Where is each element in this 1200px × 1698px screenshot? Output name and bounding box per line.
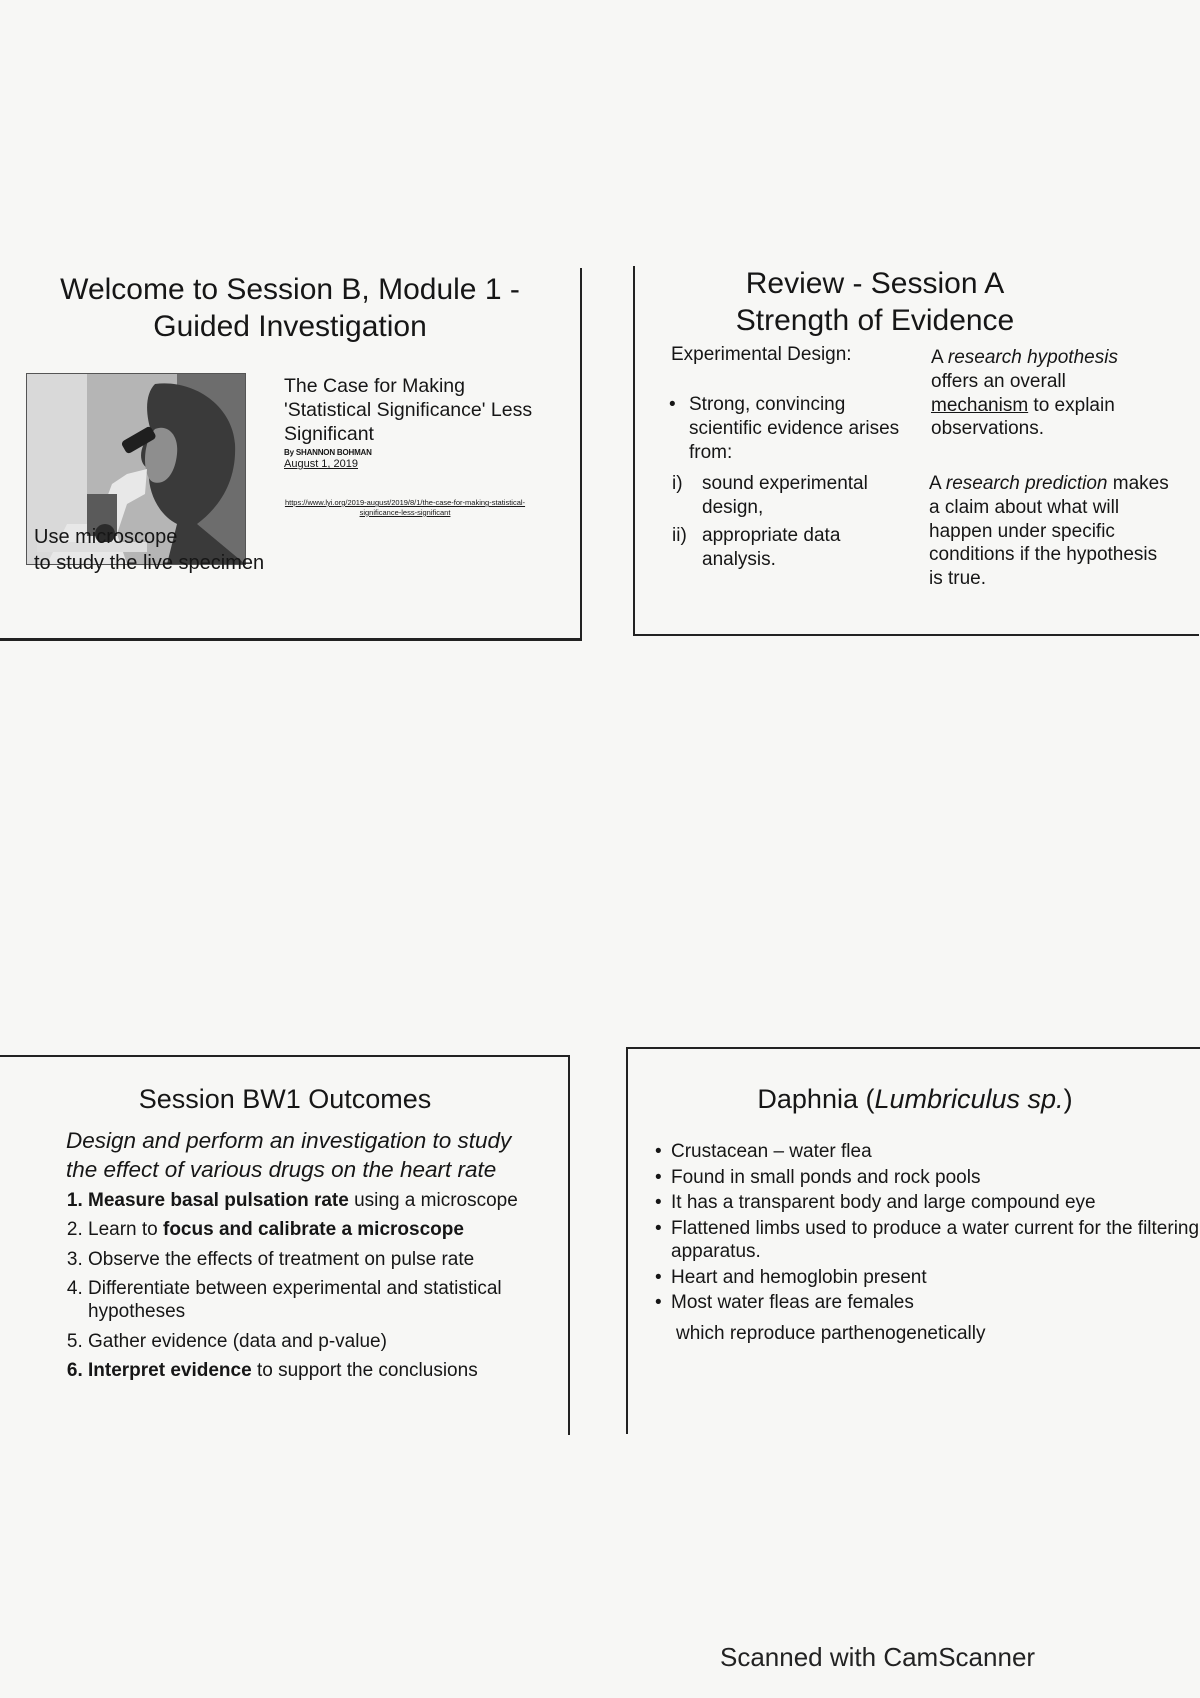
bold-text: Interpret evidence [88, 1360, 252, 1382]
text-suffix: to explain observations. [931, 394, 1115, 440]
text: Gather evidence (data and p-value) [88, 1330, 387, 1352]
text: Learn to [88, 1219, 163, 1241]
list-item: • It has a transparent body and large compound eye [671, 1191, 1200, 1215]
text-prefix: A [931, 347, 948, 368]
slide-title [628, 1083, 1200, 1116]
text: Differentiate between experimental and statistical hypotheses [88, 1278, 502, 1323]
title-text: ) [1063, 1084, 1073, 1114]
item-text: sound experimental design, [702, 473, 868, 518]
slide-title [725, 266, 1025, 339]
hypothesis-definition [931, 346, 1161, 441]
list-continuation: which reproduce parthenogenetically [676, 1323, 986, 1344]
bullet-icon: • [669, 394, 676, 415]
item-i [672, 472, 902, 520]
title-line-1: Welcome to Session B, Module 1 - [60, 273, 520, 306]
session-goal: Design and perform an investigation to study the effect of various drugs on the heart rate [66, 1128, 512, 1183]
list-item [88, 1218, 578, 1241]
slide-title [40, 272, 540, 345]
item-text: appropriate data analysis. [702, 525, 841, 570]
image-caption: Use microscope [34, 526, 178, 548]
species-name: Lumbriculus sp. [874, 1084, 1064, 1114]
daphnia-facts [653, 1140, 1200, 1317]
text-prefix: A [929, 473, 946, 494]
list-item: • Found in small ponds and rock pools [671, 1166, 1200, 1190]
list-item: • Heart and hemoglobin present [671, 1266, 1200, 1290]
slide-outcomes [0, 1055, 570, 1435]
design-label: Experimental Design: [671, 344, 852, 365]
list-item [88, 1277, 578, 1324]
article-date: August 1, 2019 [284, 458, 359, 471]
text-suffix: makes a claim about what will happen under specific conditions if the hypothesis is true. [929, 473, 1169, 589]
list-item: • Most water fleas are females [671, 1291, 1200, 1315]
mechanism-term: mechanism [931, 394, 1029, 416]
title-text: Daphnia ( [757, 1084, 875, 1114]
slide-welcome [0, 268, 582, 641]
list-item [88, 1359, 578, 1382]
bold-text: focus and calibrate a microscope [163, 1219, 464, 1241]
slide-title: Session BW1 Outcomes [138, 1084, 432, 1114]
text: to support the conclusions [251, 1360, 478, 1382]
bold-text: Measure basal pulsation rate [88, 1190, 349, 1211]
list-item [88, 1189, 578, 1212]
slide-daphnia [626, 1047, 1200, 1434]
evidence-bullet [669, 393, 911, 464]
item-ii [672, 524, 902, 572]
text: Observe the effects of treatment on pulse rate [88, 1248, 475, 1270]
list-item [88, 1330, 578, 1353]
article-title: The Case for Making 'Statistical Significance' Less Significant [284, 375, 533, 445]
scanner-watermark: Scanned with CamScanner [720, 1642, 1036, 1672]
outcomes-list [56, 1189, 578, 1389]
title-line-2: Strength of Evidence [735, 303, 1015, 337]
hypothesis-term: research hypothesis [947, 347, 1118, 368]
image-caption-2: to study the live specimen [34, 552, 265, 574]
list-item: • Crustacean – water flea [671, 1140, 1200, 1164]
text-middle: offers an overall [931, 370, 1066, 392]
article-byline: By SHANNON BOHMAN [284, 448, 372, 458]
item-marker: ii) [672, 525, 687, 546]
prediction-definition [929, 472, 1169, 591]
list-item: • Flattened limbs used to produce a water current for the filtering apparatus. [671, 1217, 1200, 1264]
slide-review [633, 266, 1199, 636]
list-item [88, 1248, 578, 1271]
article-link[interactable]: https://www.lyi.org/2019-august/2019/8/1/the-case-for-making-statistical-significance-less-significant [284, 498, 526, 517]
title-line-1: Review - Session A [745, 267, 1005, 300]
text: using a microscope [348, 1190, 518, 1211]
item-marker: i) [672, 473, 683, 494]
title-line-2: Guided Investigation [153, 309, 427, 343]
prediction-term: research prediction [945, 473, 1108, 494]
bullet-text: Strong, convincing scientific evidence arises from: [689, 394, 900, 463]
article-reference [284, 375, 554, 472]
